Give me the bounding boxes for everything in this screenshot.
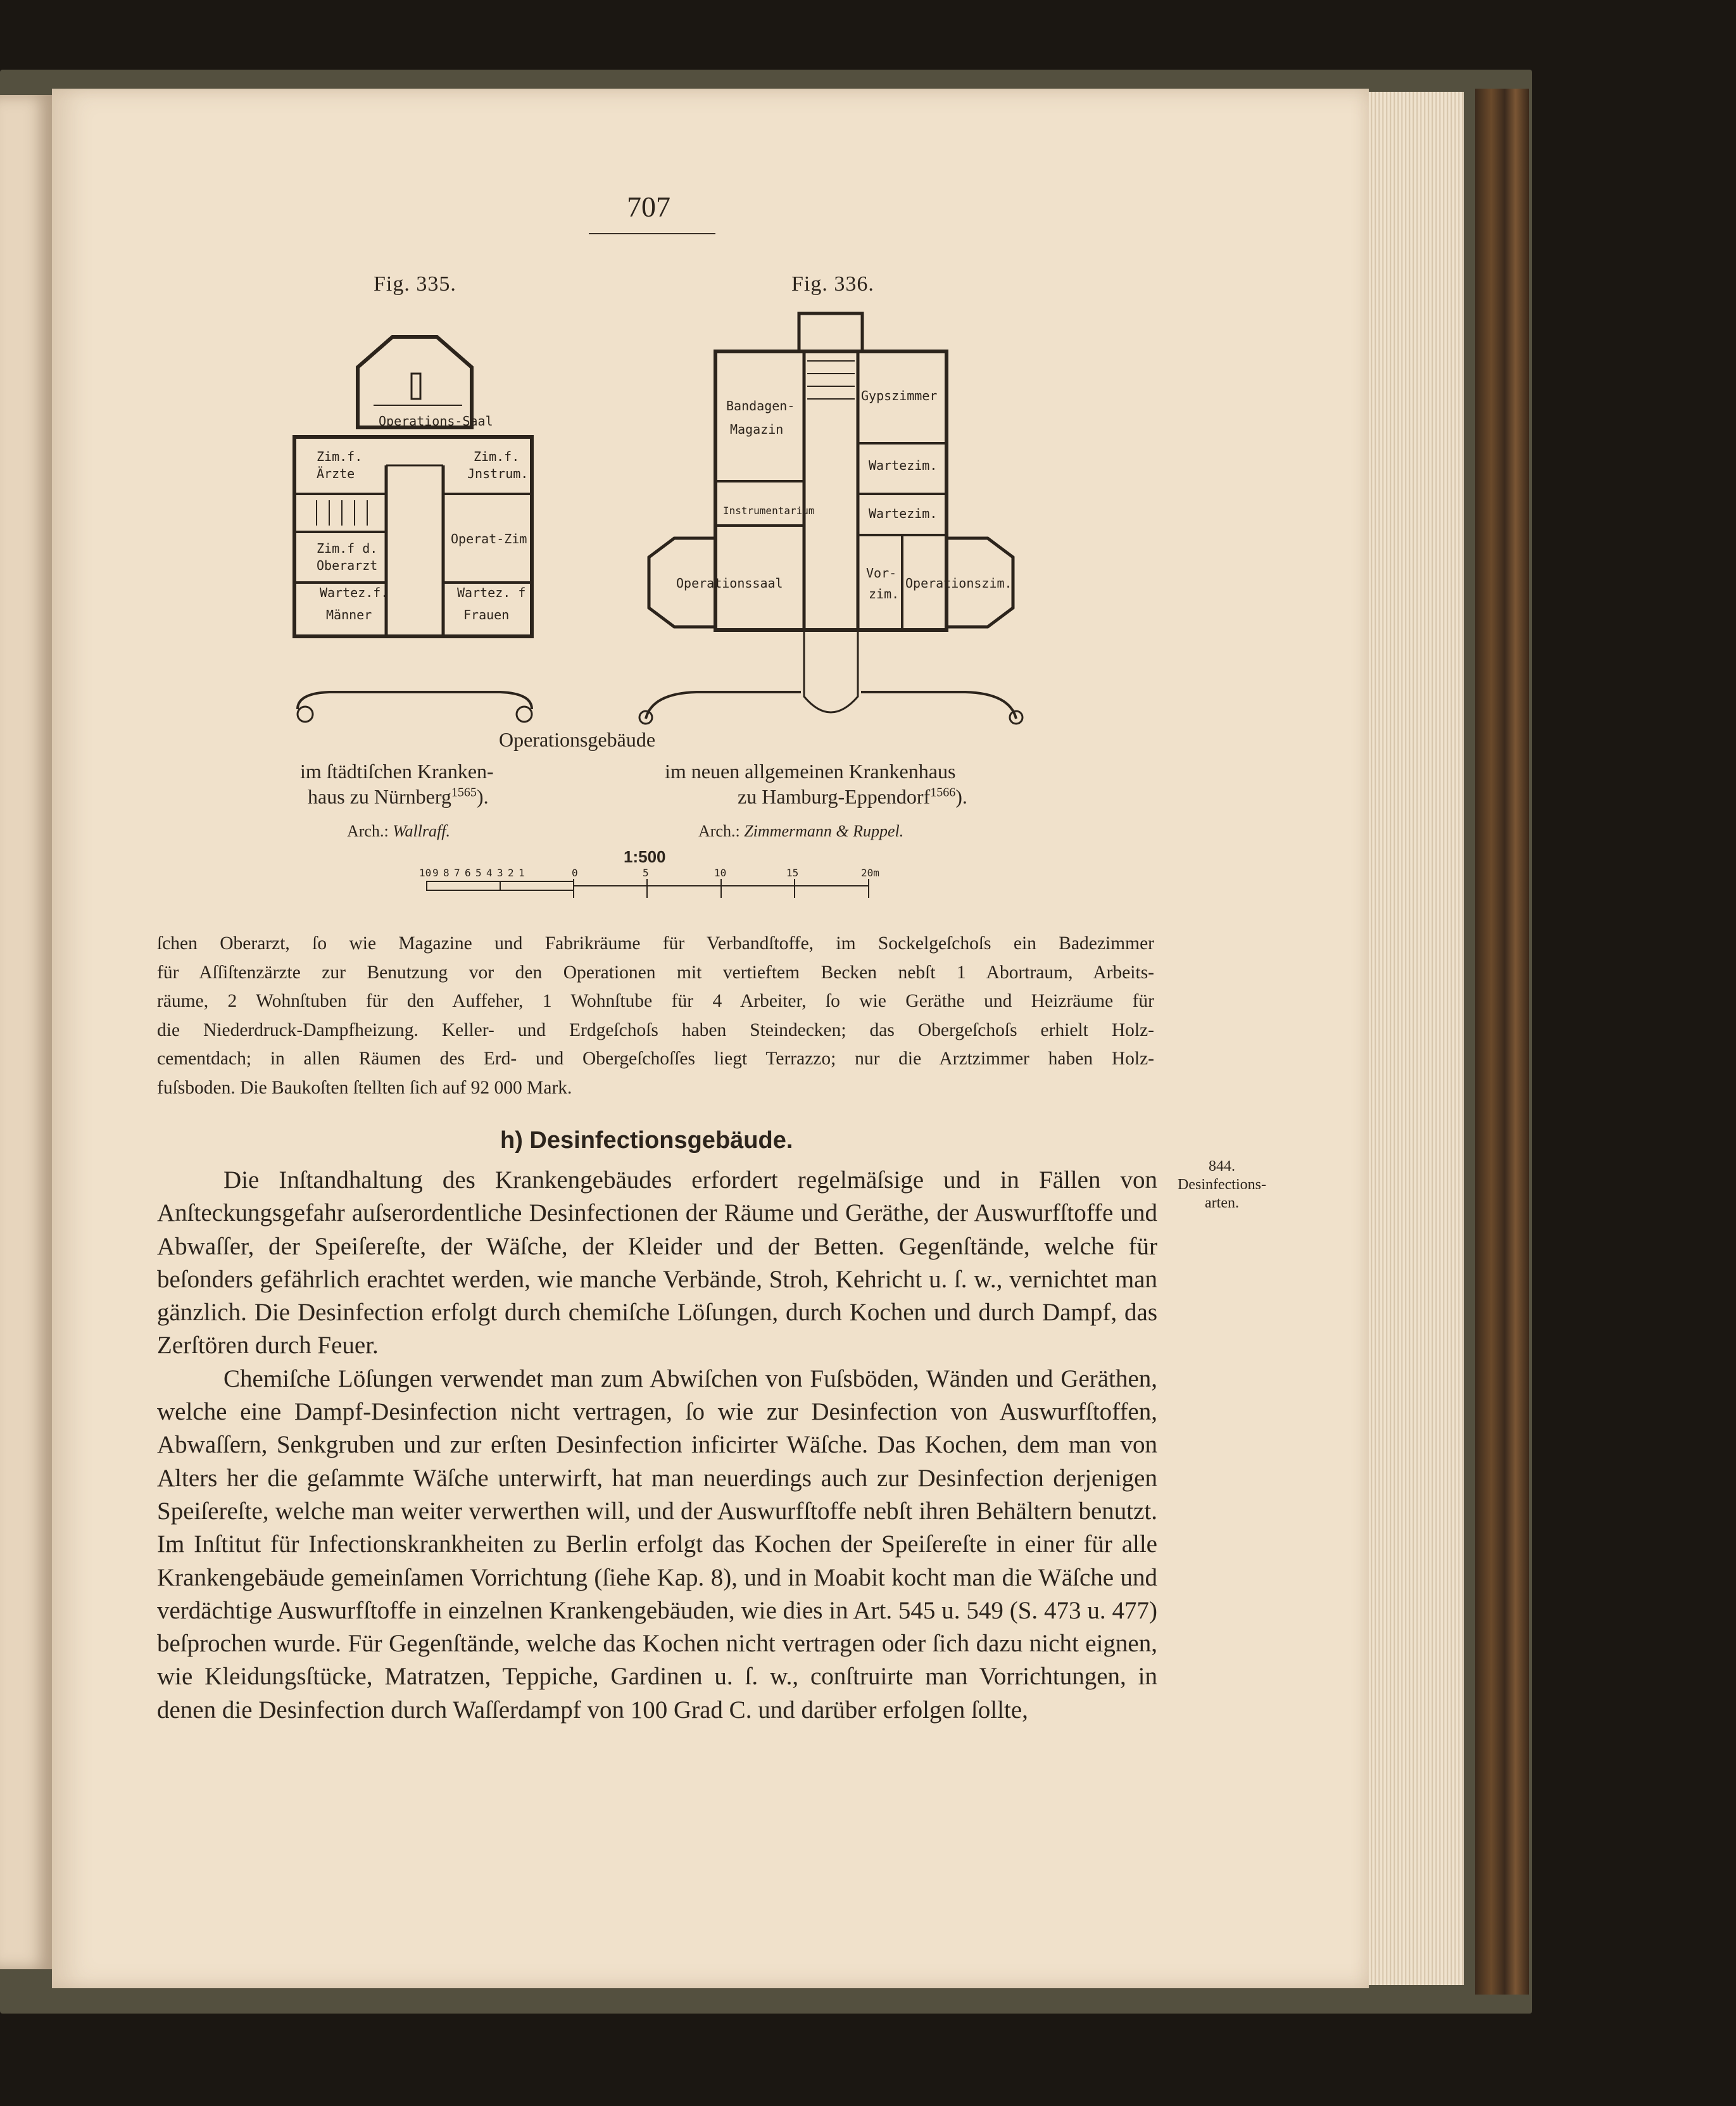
scale-tick-label: 0 (572, 867, 578, 879)
text-line: fuſsboden. Die Baukoſten ſtellten ſich auf 92 000 Mark. (157, 1077, 572, 1098)
room-label: Instrumentarium (723, 505, 815, 517)
room-label: Jnstrum. (467, 466, 529, 481)
caption-left-close: ). (476, 785, 489, 808)
room-label: Zim.f d. (317, 541, 378, 556)
caption-right-ref: 1566 (930, 785, 956, 800)
room-label: Zim.f. (317, 449, 363, 464)
text-line: räume, 2 Wohnſtuben für den Auffeher, 1 Wohnſtube für 4 Arbeiter, ſo wie Geräthe und Heizräume für (157, 991, 1154, 1011)
scale-tick-label: 5 (475, 867, 482, 879)
room-label: Operat-Zim. (451, 531, 535, 546)
scale-tick-label: 5 (643, 867, 649, 879)
scale-tick-label: 3 (497, 867, 503, 879)
room-label: Frauen (463, 607, 510, 622)
floor-plan-fig-336 (639, 313, 1022, 724)
scale-bar (0, 861, 950, 905)
text-line: ſchen Oberarzt, ſo wie Magazine und Fabrikräume für Verbandſtoffe, im Sockelgeſchoſs ein Badezimmer (157, 933, 1154, 954)
arch-prefix: Arch.: (698, 822, 740, 840)
room-label: Männer (326, 607, 372, 622)
scale-tick-label: 10 (419, 867, 432, 879)
room-label: Bandagen- (726, 398, 795, 413)
scale-tick-label: 6 (465, 867, 471, 879)
scale-tick-label: 9 (432, 867, 439, 879)
caption-left-line2: haus zu Nürnberg (308, 785, 451, 808)
room-label: Wartezim. (869, 506, 938, 521)
room-label: Wartezim. (869, 458, 938, 473)
room-label: Ärzte (317, 466, 355, 481)
caption-left-line1: im ſtädtiſchen Kranken- (300, 760, 494, 783)
scale-tick-label: 20m (861, 867, 879, 879)
paragraph-2: Chemiſche Löſungen verwendet man zum Abwiſchen von Fuſsböden, Wänden und Geräthen, welche eine Dampf-Desinfection nicht vertragen, ſo wie zur Desinfection von Auswurfſtoffen, Abwaſſern, Senkgruben und zur erſten Desinfection inficirter Wäſche. Das Kochen, dem man von Alters her die geſammte Wäſche unterwirft, hat man neuerdings auch zur Desinfection derjenigen Speiſereſte, welche man weiter verwerthen will, und der Auswurfſtoffe nebſt ihren Behältern benutzt. Im Inſtitut für Infectionskrankheiten zu Berlin erfolgt das Kochen der Speiſereſte in einer für alle Krankengebäude gemeinſamen Vorrichtung (ſiehe Kap. 8), und in Moabit kocht man die Wäſche und verdächtige Auswurfſtoffe in einzelnen Krankengebäuden, wie dies in Art. 545 u. 549 (S. 473 u. 477) beſprochen wurde. Für Gegenſtände, welche das Kochen nicht vertragen oder ſich dazu nicht eignen, wie Kleidungsſtücke, Matratzen, Teppiche, Gardinen u. ſ. w., conſtruirte man Vorrichtungen, in denen die Desinfection durch Waſſerdampf von 100 Grad C. und darüber erfolgen ſollte, (157, 1365, 1157, 1724)
text-line: cementdach; in allen Räumen des Erd- und Obergeſchoſſes liegt Terrazzo; nur die Arztzimmer haben Holz- (157, 1049, 1154, 1069)
figure-335-label: Fig. 335. (374, 272, 456, 296)
paragraph-1: Die Inſtandhaltung des Krankengebäudes erfordert regelmäſsige und in Fällen von Anſteckungsgefahr auſserordentliche Desinfectionen der Räume und Geräthe, der Auswurfſtoffe und Abwaſſer, der Speiſereſte, der Wäſche, der Kleider und der Betten. Gegenſtände, welche für beſonders gefährlich erachtet werden, wie manche Verbände, Stroh, Kehricht u. ſ. w., vernichtet man gänzlich. Die Desinfection erfolgt durch chemiſche Löſungen, durch Kochen und durch Dampf, das Zerſtören durch Feuer. (157, 1166, 1157, 1359)
page-number: 707 (627, 191, 670, 223)
scale-tick-label: 4 (486, 867, 493, 879)
caption-right-line2: zu Hamburg-Eppendorf (738, 785, 931, 808)
text-line: die Niederdruck-Dampfheizung. Keller- und Erdgeſchoſs haben Steindecken; das Obergeſchoſs erhielt Holz- (157, 1019, 1154, 1040)
margin-note-number: 844. (1209, 1158, 1235, 1175)
caption-right-line1: im neuen allgemeinen Krankenhaus (665, 760, 956, 783)
continuation-paragraph (157, 930, 1154, 1102)
room-label: Wartez. f (457, 585, 526, 600)
scale-tick-label: 15 (786, 867, 799, 879)
scale-tick-label: 2 (508, 867, 514, 879)
room-label: Vor- (866, 565, 897, 581)
figure-336-label: Fig. 336. (791, 272, 874, 296)
caption-center: Operationsgebäude (499, 728, 656, 751)
room-label: zim. (869, 586, 900, 602)
body-text (157, 1164, 1157, 1727)
room-label: Zim.f. (474, 449, 520, 464)
caption-right-close: ). (955, 785, 967, 808)
scale-tick-label: 10 (714, 867, 727, 879)
room-label: Wartez.f. (320, 585, 389, 600)
room-label: Magazin (730, 422, 784, 437)
room-label: Operations-Saal (379, 413, 493, 429)
caption-right-line2-wrap (738, 785, 967, 809)
section-heading: h) Desinfectionsgebäude. (500, 1127, 793, 1154)
scale-ratio: 1:500 (624, 847, 666, 866)
room-label: Operationssaal (676, 576, 783, 591)
arch-name: Zimmermann & Ruppel. (744, 822, 904, 840)
caption-left-line2-wrap (308, 785, 489, 809)
text-line: für Aſſiſtenzärzte zur Benutzung vor den Operationen mit vertieftem Becken nebſt 1 Abortraum, Arbeits- (157, 962, 1154, 983)
scale-tick-label: 7 (454, 867, 460, 879)
margin-note-line: arten. (1205, 1195, 1239, 1211)
floor-plan-fig-335 (294, 337, 535, 722)
caption-left-architect (347, 822, 450, 841)
room-label: Oberarzt (317, 558, 378, 573)
scale-tick-label: 8 (443, 867, 450, 879)
room-label: Gypszimmer (861, 388, 938, 403)
scale-tick-label: 1 (519, 867, 525, 879)
arch-prefix: Arch.: (347, 822, 389, 840)
arch-name: Wallraff. (393, 822, 450, 840)
caption-right-architect (698, 822, 903, 841)
room-label: Operationszim. (905, 576, 1012, 591)
caption-left-ref: 1565 (451, 785, 477, 800)
margin-note (1162, 1157, 1282, 1213)
margin-note-line: Desinfections- (1178, 1176, 1266, 1193)
